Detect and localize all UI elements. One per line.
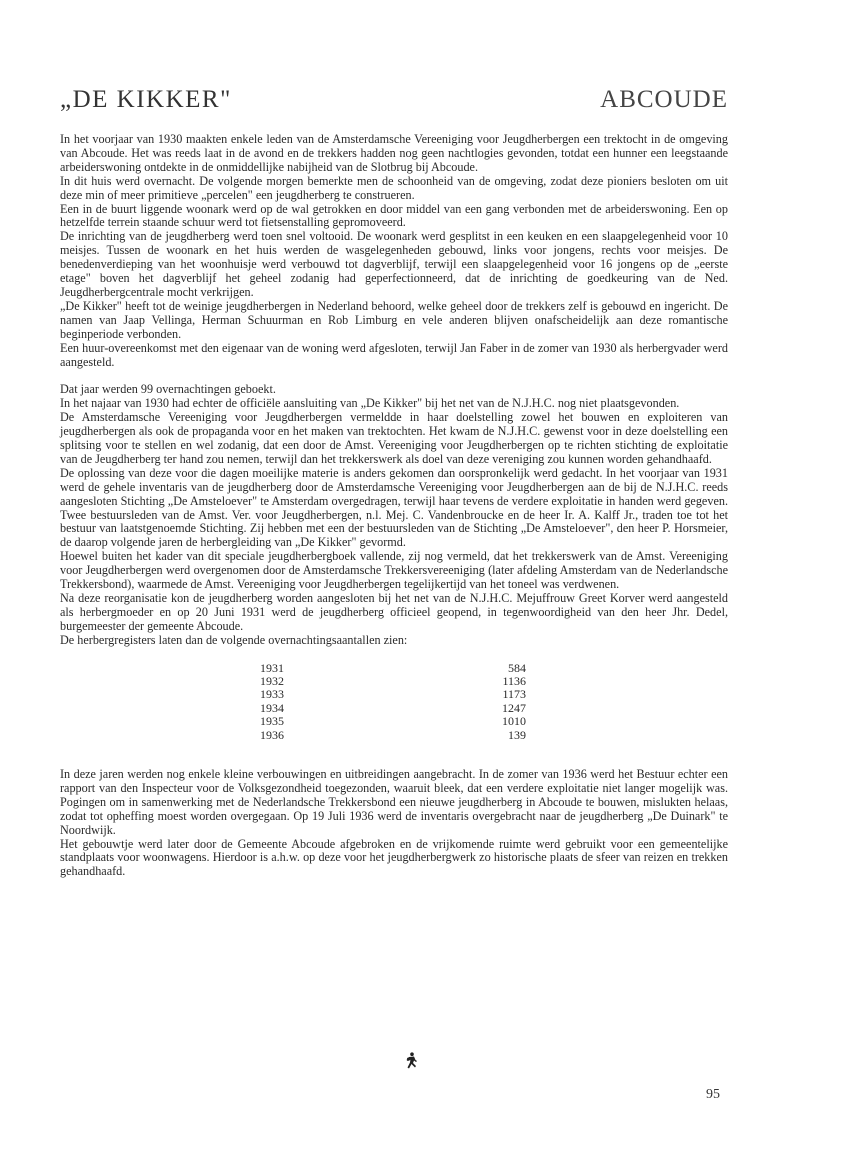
year-cell: 1936 <box>260 727 284 742</box>
paragraph: Dat jaar werden 99 overnachtingen geboekt. <box>60 382 276 397</box>
table-row <box>60 715 728 728</box>
paragraph: Een in de buurt liggende woonark werd op de wal getrokken en door middel van een gang verbonden met de arbeiderswoning. Een op hetzelfde terrein staande schuur werd tot fietsenstalling gepromoveerd. <box>60 201 728 230</box>
table-row <box>60 662 728 675</box>
table-row <box>60 675 728 688</box>
paragraph: Een huur-overeenkomst met den eigenaar van de woning werd afgesloten, terwijl Jan Faber in de zomer van 1930 als herbergvader werd aangesteld. <box>60 340 728 369</box>
paragraph: De oplossing van deze voor die dagen moeilijke materie is anders gekomen dan oorspronkelijk werd gedacht. In het voorjaar van 1931 werd de gehele inventaris van de jeugdherberg door de Amsterdamsche Vereeniging voor Jeugdherbergen aan de bij de N.J.H.C. reeds aangesloten Stichting „De Amsteloever" te Amsterdam overgedragen, terwijl haar tevens de verdere exploitatie in handen werd gegeven. Twee bestuursleden van de Amst. Ver. voor Jeugdherbergen, n.l. Mej. C. Vandenbroucke en de heer Ir. A. Kalff Jr., traden toe tot het bestuur van laatstgenoemde Stichting. Zij hebben met een der bestuursleden van de Stichting „De Amsteloever", den heer P. Horsmeier, de daarop volgende jaren de herbergleiding van „De Kikker" gevormd. <box>60 465 728 550</box>
year-cell: 1934 <box>260 700 284 715</box>
year-cell: 1931 <box>260 660 284 675</box>
article-body <box>60 133 728 879</box>
paragraph: De herbergregisters laten dan de volgende overnachtingsaantallen zien: <box>60 632 408 647</box>
paragraph: „De Kikker" heeft tot de weinige jeugdherbergen in Nederland behoord, welke geheel door de trekkers zelf is gebouwd en ingericht. De namen van Jaap Vellinga, Herman Schuurman en Rob Limburg en vele anderen blijven onafscheidelijk aan deze romantische beginperiode verbonden. <box>60 298 728 341</box>
table-row <box>60 702 728 715</box>
paragraph: Na deze reorganisatie kon de jeugdherberg worden aangesloten bij het net van de N.J.H.C. Mejuffrouw Greet Korver werd aangesteld als herbergmoeder en op 20 Juni 1931 werd de jeugdherberg officieel geopend, in tegenwoordigheid van den heer Jhr. Dedel, burgemeester der gemeente Abcoude. <box>60 591 728 633</box>
table-row <box>60 729 728 742</box>
paragraph: In deze jaren werden nog enkele kleine verbouwingen en uitbreidingen aangebracht. In de zomer van 1936 werd het Bestuur echter een rapport van den Inspecteur voor de Volksgezondheid toegezonden, waaruit bleek, dat een verdere exploitatie niet langer mogelijk was. Pogingen om in samenwerking met de Nederlandsche Trekkersbond een nieuwe jeugdherberg in Abcoude te bouwen, mislukten helaas, zodat tot opheffing moest worden overgegaan. Op 19 Juli 1936 werd de inventaris overgebracht naar de jeugdherberg „De Duinark" te Noordwijk. <box>60 766 728 837</box>
table-row <box>60 688 728 701</box>
year-cell: 1935 <box>260 714 284 729</box>
year-cell: 1933 <box>260 687 284 702</box>
page-number: 95 <box>706 1087 720 1102</box>
paragraph: De inrichting van de jeugdherberg werd toen snel voltooid. De woonark werd gesplitst in een keuken en een slaapgelegenheid voor 10 meisjes. Tussen de woonark en het huis werden de wasgelegenheden gebouwd, links voor jongens, rechts voor meisjes. De benedenverdieping van het woonhuisje werd verbouwd tot dagverblijf, terwijl een slaapgelegenheid voor 16 jongens op de „eerste etage" boven het dagverblijf het geheel zodanig had geperfectionneerd, dat de inrichting de goedkeuring van de Ned. Jeugdherbergcentrale mocht verkrijgen. <box>60 229 728 299</box>
location-title: ABCOUDE <box>600 86 728 113</box>
paragraph: Hoewel buiten het kader van dit speciale jeugdherbergboek vallende, zij nog vermeld, dat het trekkerswerk van de Amst. Vereeniging voor Jeugdherbergen werd overgenomen door de Amsterdamsche Trekkersvereeniging (later afdeling Amsterdam van de Nederlandsche Trekkersbond), waarmede de Amst. Vereeniging voor Jeugdherbergen tegelijkertijd van het toneel was verdwenen. <box>60 549 728 592</box>
year-cell: 1932 <box>260 674 284 689</box>
closing-section <box>60 768 728 879</box>
paragraph: De Amsterdamsche Vereeniging voor Jeugdherbergen vermeldde in haar doelstelling zowel het bouwen en exploiteren van jeugdherbergen als ook de propaganda voor en het maken van trektochten. Het kwam de N.J.H.C. gewenst voor in deze doelstelling een splitsing voor te stellen en wel zodanig, dat een door de Amst. Vereeniging voor Jeugdherbergen op te richten stichting de exploitatie van de Jeugdherberg ter hand zou nemen, terwijl dan het trekkerswerk als doel van deze vereniging zou kunnen worden gehandhaafd. <box>60 410 728 466</box>
page-header <box>60 86 728 120</box>
count-cell: 1010 <box>502 714 526 729</box>
count-cell: 139 <box>508 727 526 742</box>
count-cell: 1136 <box>502 674 526 689</box>
paragraph: In het najaar van 1930 had echter de officiële aansluiting van „De Kikker" bij het net van de N.J.H.C. nog niet plaatsgevonden. <box>60 396 680 411</box>
section-gap <box>60 369 728 383</box>
article-title: „DE KIKKER" <box>60 86 232 113</box>
paragraph: In dit huis werd overnacht. De volgende morgen bemerkte men de schoonheid van de omgeving, zodat deze pioniers besloten om uit deze min of meer primitieve „percelen" een jeugdherberg te construeren. <box>60 173 728 202</box>
count-cell: 584 <box>508 660 526 675</box>
paragraph: Het gebouwtje werd later door de Gemeente Abcoude afgebroken en de vrijkomende ruimte werd gebruikt voor een gemeentelijke standplaats voor woonwagens. Hierdoor is a.h.w. op deze voor het jeugdherbergwerk zo historische plaats de sfeer van reizen en trekken gehandhaafd. <box>60 836 728 879</box>
overnight-stats-table <box>60 662 728 742</box>
count-cell: 1247 <box>502 700 526 715</box>
running-hiker-icon <box>404 1052 418 1070</box>
count-cell: 1173 <box>502 687 526 702</box>
paragraph: In het voorjaar van 1930 maakten enkele leden van de Amsterdamsche Vereeniging voor Jeugdherbergen een trektocht in de omgeving van Abcoude. Het was reeds laat in de avond en de trekkers hadden nog geen nachtlogies gevonden, totdat een hunner een leegstaande arbeiderswoning ontdekte in de onmiddellijke nabijheid van de Slotbrug bij Abcoude. <box>60 132 728 174</box>
